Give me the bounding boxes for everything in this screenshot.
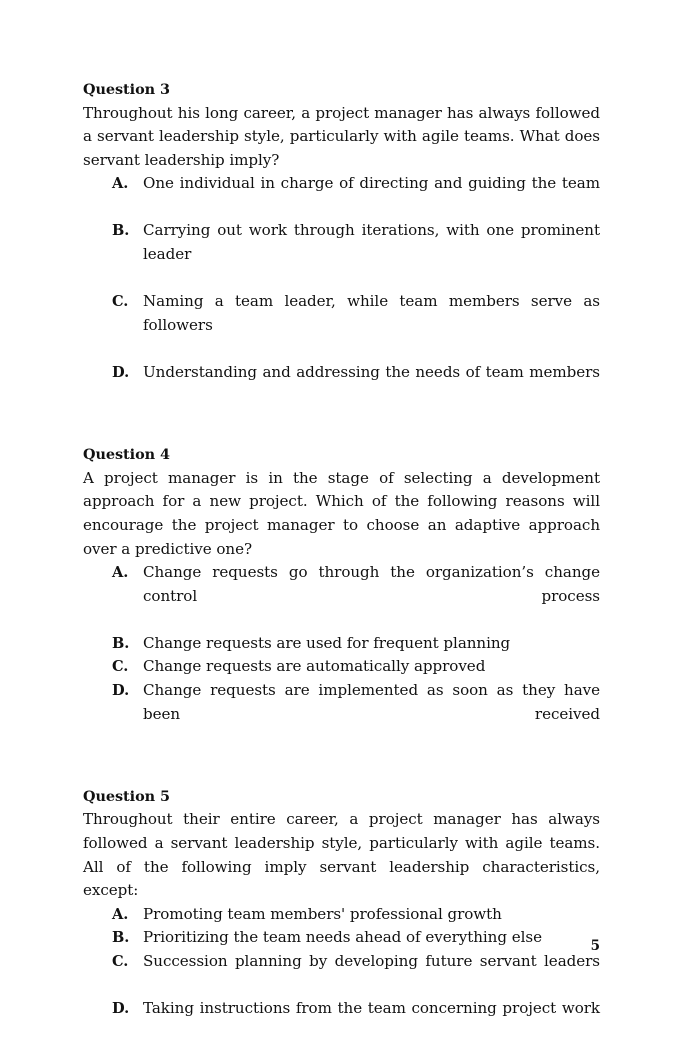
option-marker: A. (112, 175, 129, 193)
answer-option-5-c[interactable] (83, 950, 600, 997)
answer-option-3-d[interactable] (83, 361, 600, 408)
section-spacer (83, 768, 600, 785)
question-heading-3: Question 3 (83, 81, 170, 98)
answer-option-4-a[interactable] (83, 561, 600, 632)
option-text: Change requests are automatically approved (143, 657, 486, 676)
section-spacer (83, 426, 600, 443)
option-marker: C. (112, 952, 129, 970)
question-stem-4: A project manager is in the stage of selecting a development approach for a new project. Which of the following reasons will encourage the project manager to choose an adaptive approach over a predictive one? (83, 468, 600, 558)
option-marker: D. (112, 682, 130, 700)
option-text: Taking instructions from the team concerning project work (143, 999, 600, 1018)
question-block-3 (83, 78, 600, 408)
option-text: Promoting team members' professional growth (143, 904, 502, 923)
option-marker: A. (112, 564, 129, 582)
option-marker: D. (112, 1000, 130, 1018)
question-heading-4: Question 4 (83, 446, 170, 464)
answer-option-4-c[interactable] (83, 655, 600, 679)
option-marker: C. (112, 658, 129, 676)
page-content (83, 78, 600, 1044)
answer-options-4 (83, 561, 600, 750)
option-text: Succession planning by developing future servant leaders (143, 951, 600, 970)
option-text: Change requests are implemented as soon as they have been received (143, 681, 600, 723)
option-text: Carrying out work through iterations, with one prominent leader (143, 221, 600, 264)
answer-option-4-b[interactable] (83, 632, 600, 656)
answer-option-3-a[interactable] (83, 172, 600, 219)
option-marker: B. (112, 634, 130, 652)
answer-option-3-b[interactable] (83, 219, 600, 290)
option-text: Naming a team leader, while team members serve as followers (143, 292, 600, 334)
option-marker: A. (112, 905, 129, 923)
question-block-4 (83, 443, 600, 750)
answer-options-3 (83, 172, 600, 408)
question-heading-5: Question 5 (83, 787, 170, 805)
option-marker: B. (112, 222, 130, 240)
answer-option-5-d[interactable] (83, 997, 600, 1044)
answer-option-5-a[interactable] (83, 903, 600, 927)
answer-options-5 (83, 903, 600, 1044)
option-marker: D. (112, 364, 130, 382)
page-number: 5 (590, 938, 600, 954)
question-stem-5: Throughout their entire career, a project manager has always followed a servant leadership style, particularly with agile teams. All of the following imply servant leadership characteristics, except: (83, 810, 600, 900)
question-stem-3: Throughout his long career, a project manager has always followed a servant leadership style, particularly with agile teams. What does servant leadership imply? (83, 103, 600, 169)
option-text: Prioritizing the team needs ahead of everything else (143, 928, 542, 947)
option-text: Understanding and addressing the needs of team members (143, 363, 600, 382)
answer-option-3-c[interactable] (83, 290, 600, 361)
question-block-5 (83, 785, 600, 1044)
option-text: One individual in charge of directing and guiding the team (143, 174, 600, 193)
option-text: Change requests go through the organization’s change control process (143, 563, 600, 605)
answer-option-4-d[interactable] (83, 679, 600, 750)
option-text: Change requests are used for frequent planning (143, 633, 511, 652)
option-marker: B. (112, 929, 130, 947)
option-marker: C. (112, 293, 129, 311)
